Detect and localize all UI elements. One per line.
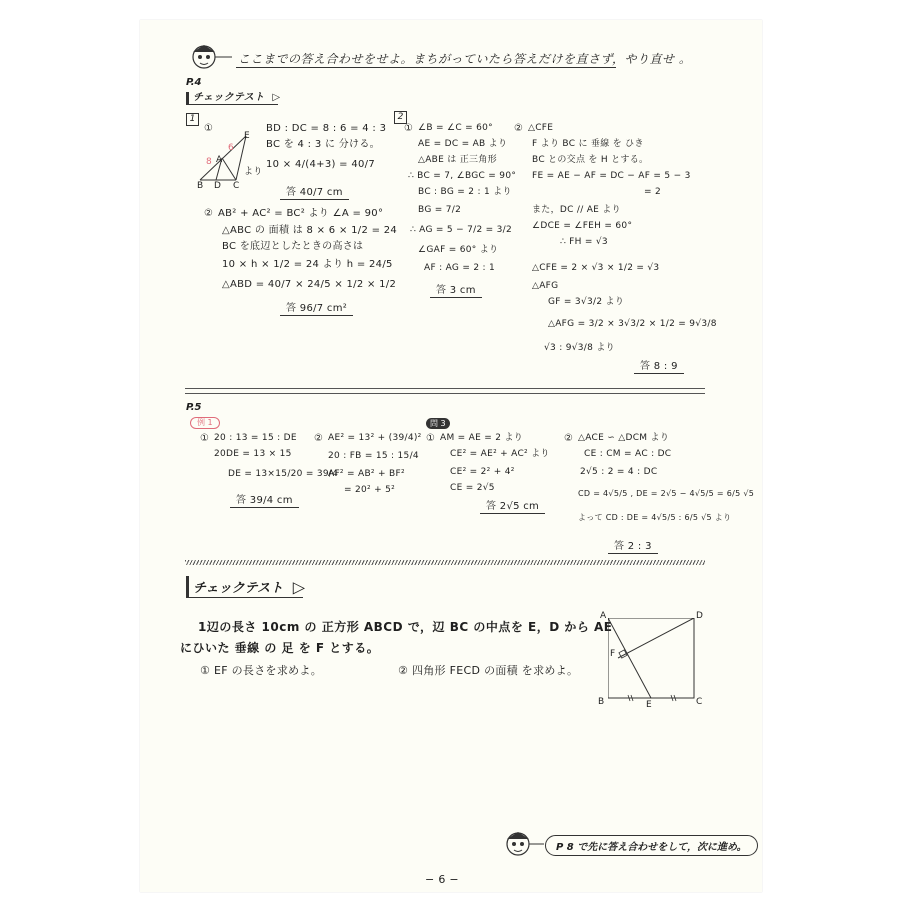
fig1-label-E: E (244, 131, 250, 141)
p5-ex2-num: ② (314, 433, 324, 444)
q2-1-line-5: BG = 7/2 (418, 205, 462, 215)
q1-2-line-2: BC を底辺としたときの高さは (222, 241, 364, 252)
q2-1-num: ① (404, 123, 414, 134)
sub-question-2: ② 四角形 FECD の面積 を求めよ。 (398, 664, 579, 677)
p5-ex1-line-0: 20 : 13 = 15 : DE (214, 433, 297, 443)
q2-2-line-6: ∠DCE = ∠FEH = 60° (532, 221, 633, 231)
q1-2-answer: 答 96/7 cm² (280, 304, 353, 316)
q2-2-line-10: GF = 3√3/2 より (548, 297, 625, 307)
q2-1-line-3: ∴ BC = 7, ∠BGC = 90° (408, 171, 517, 181)
question-number-2: 2 (394, 111, 407, 124)
q1-1-num: ① (204, 123, 214, 134)
q2-1-line-1: AE = DC = AB より (418, 139, 508, 149)
q2-1-line-8: AF : AG = 2 : 1 (424, 263, 496, 273)
q1-2-line-4: △ABD = 40/7 × 24/5 × 1/2 × 1/2 (222, 279, 397, 290)
question-number-1: 1 (186, 113, 199, 126)
p5-q3-1-line-0: AM = AE = 2 より (440, 433, 524, 443)
sub-question-1: ① EF の長さを求めよ。 (200, 664, 323, 677)
p5-q3-1-line-3: CE = 2√5 (450, 483, 495, 493)
q1-2-line-1: △ABC の 面積 は 8 × 6 × 1/2 = 24 (222, 225, 398, 236)
problem-text-line-1: 1辺の長さ 10cm の 正方形 ABCD で，辺 BC の中点を E，D から AE (198, 620, 613, 634)
p5-q3-1-answer: 答 2√5 cm (480, 502, 545, 514)
example-pill: 例 1 (190, 417, 220, 429)
fig1-num-8: 8 (206, 157, 213, 167)
p5-q3-2-answer: 答 2 : 3 (608, 542, 658, 554)
q2-1-line-0: ∠B = ∠C = 60° (418, 123, 493, 133)
p5-ex1-line-2: DE = 13×15/20 = 39/4 (228, 469, 339, 479)
q2-2-line-11: △AFG = 3/2 × 3√3/2 × 1/2 = 9√3/8 (548, 319, 717, 329)
q1-1-line-0: BD : DC = 8 : 6 = 4 : 3 (266, 123, 387, 134)
q2-2-line-3: FE = AE − AF = DC − AF = 5 − 3 (532, 171, 691, 181)
header-underline (236, 67, 616, 68)
check-tag-p4 (186, 92, 281, 105)
page-label-p5: P.5 (186, 402, 202, 413)
p5-q3-2-line-4: よって CD : DE = 4√5/5 : 6/5 √5 より (578, 513, 732, 522)
q2-2-line-8: △CFE = 2 × √3 × 1/2 = √3 (532, 263, 660, 273)
q2-2-line-5: また，DC // AE より (532, 205, 621, 215)
q2-1-line-2: △ABE は 正三角形 (418, 155, 497, 165)
q1-2-num: ② (204, 208, 214, 219)
fig1-label-B: B (197, 181, 204, 191)
q2-1-line-4: BC : BG = 2 : 1 より (418, 187, 512, 197)
question-3-pill: 問 3 (426, 418, 450, 429)
q1-1-line-1: BC を 4 : 3 に 分ける。 (266, 139, 380, 150)
q2-2-line-7: ∴ FH = √3 (560, 237, 608, 247)
page-number: − 6 − (425, 873, 459, 886)
p5-q3-2-num: ② (564, 433, 574, 444)
q1-2-line-3: 10 × h × 1/2 = 24 より h = 24/5 (222, 259, 393, 270)
q2-2-answer: 答 8 : 9 (634, 362, 684, 374)
arrow-right-icon: ▷ (292, 577, 306, 596)
fig2-label-F: F (610, 649, 616, 659)
section-divider (185, 388, 705, 394)
fig2-label-C: C (696, 697, 703, 707)
q2-2-line-2: BC との交点 を H とする。 (532, 155, 649, 165)
fig1-label-A: A (216, 155, 223, 165)
q2-2-line-1: F より BC に 垂線 を ひき (532, 139, 644, 149)
p5-q3-1-line-2: CE² = 2² + 4² (450, 467, 515, 477)
fig2-label-B: B (598, 697, 605, 707)
page-label-p4: P.4 (186, 77, 202, 88)
fig1-yori: より (244, 167, 263, 177)
check-tag-main (186, 576, 306, 598)
q2-2-line-4: = 2 (644, 187, 662, 197)
p5-ex2-line-1: 20 : FB = 15 : 15/4 (328, 451, 419, 461)
fig1-label-D: D (214, 181, 222, 191)
problem-text-line-2: にひいた 垂線 の 足 を F とする。 (180, 641, 380, 655)
hatched-divider (185, 560, 705, 565)
p5-q3-2-line-2: 2√5 : 2 = 4 : DC (580, 467, 658, 477)
q2-2-num: ② (514, 123, 524, 134)
p5-q3-2-line-1: CE : CM = AC : DC (584, 449, 672, 459)
q2-2-line-0: △CFE (528, 123, 554, 133)
p5-ex1-num: ① (200, 433, 210, 444)
q2-1-answer: 答 3 cm (430, 286, 482, 298)
q2-1-line-6: ∴ AG = 5 − 7/2 = 3/2 (410, 225, 513, 235)
q1-2-line-0: AB² + AC² = BC² より ∠A = 90° (218, 208, 384, 219)
mascot-face-icon (496, 828, 546, 858)
fig1-label-C: C (233, 181, 240, 191)
worksheet-page (140, 20, 762, 892)
header-message: ここまでの答え合わせをせよ。まちがっていたら答えだけを直さず，やり直せ 。 (238, 52, 692, 66)
square-figure (608, 618, 698, 708)
fig2-label-E: E (646, 700, 652, 710)
p5-ex1-line-1: 20DE = 13 × 15 (214, 449, 292, 459)
p5-q3-1-line-1: CE² = AE² + AC² より (450, 449, 550, 459)
footer-message: P 8 で先に答え合わせをして，次に進め。 (545, 835, 758, 856)
p5-q3-2-line-3: CD = 4√5/5 , DE = 2√5 − 4√5/5 = 6/5 √5 (578, 489, 755, 498)
fig1-num-6: 6 (228, 143, 235, 153)
mascot-face-icon (184, 42, 234, 70)
p5-q3-2-line-0: △ACE ∽ △DCM より (578, 433, 670, 443)
p5-ex2-line-0: AE² = 13² + (39/4)² (328, 433, 422, 443)
check-tag-label: チェックテスト (193, 92, 265, 103)
fig2-label-A: A (600, 611, 607, 621)
q2-2-line-9: △AFG (532, 281, 559, 291)
q2-1-line-7: ∠GAF = 60° より (418, 245, 499, 255)
fig2-label-D: D (696, 611, 704, 621)
p5-ex1-answer: 答 39/4 cm (230, 496, 299, 508)
p5-q3-1-num: ① (426, 433, 436, 444)
q1-1-answer: 答 40/7 cm (280, 188, 349, 200)
check-tag-main-label: チェックテスト (193, 581, 284, 596)
p5-ex2-line-2: AF² = AB² + BF² (328, 469, 405, 479)
p5-ex2-line-3: = 20² + 5² (344, 485, 396, 495)
q1-1-line-2: 10 × 4/(4+3) = 40/7 (266, 159, 375, 170)
q2-2-line-12: √3 : 9√3/8 より (544, 343, 615, 353)
arrow-right-icon: ▷ (272, 92, 281, 103)
